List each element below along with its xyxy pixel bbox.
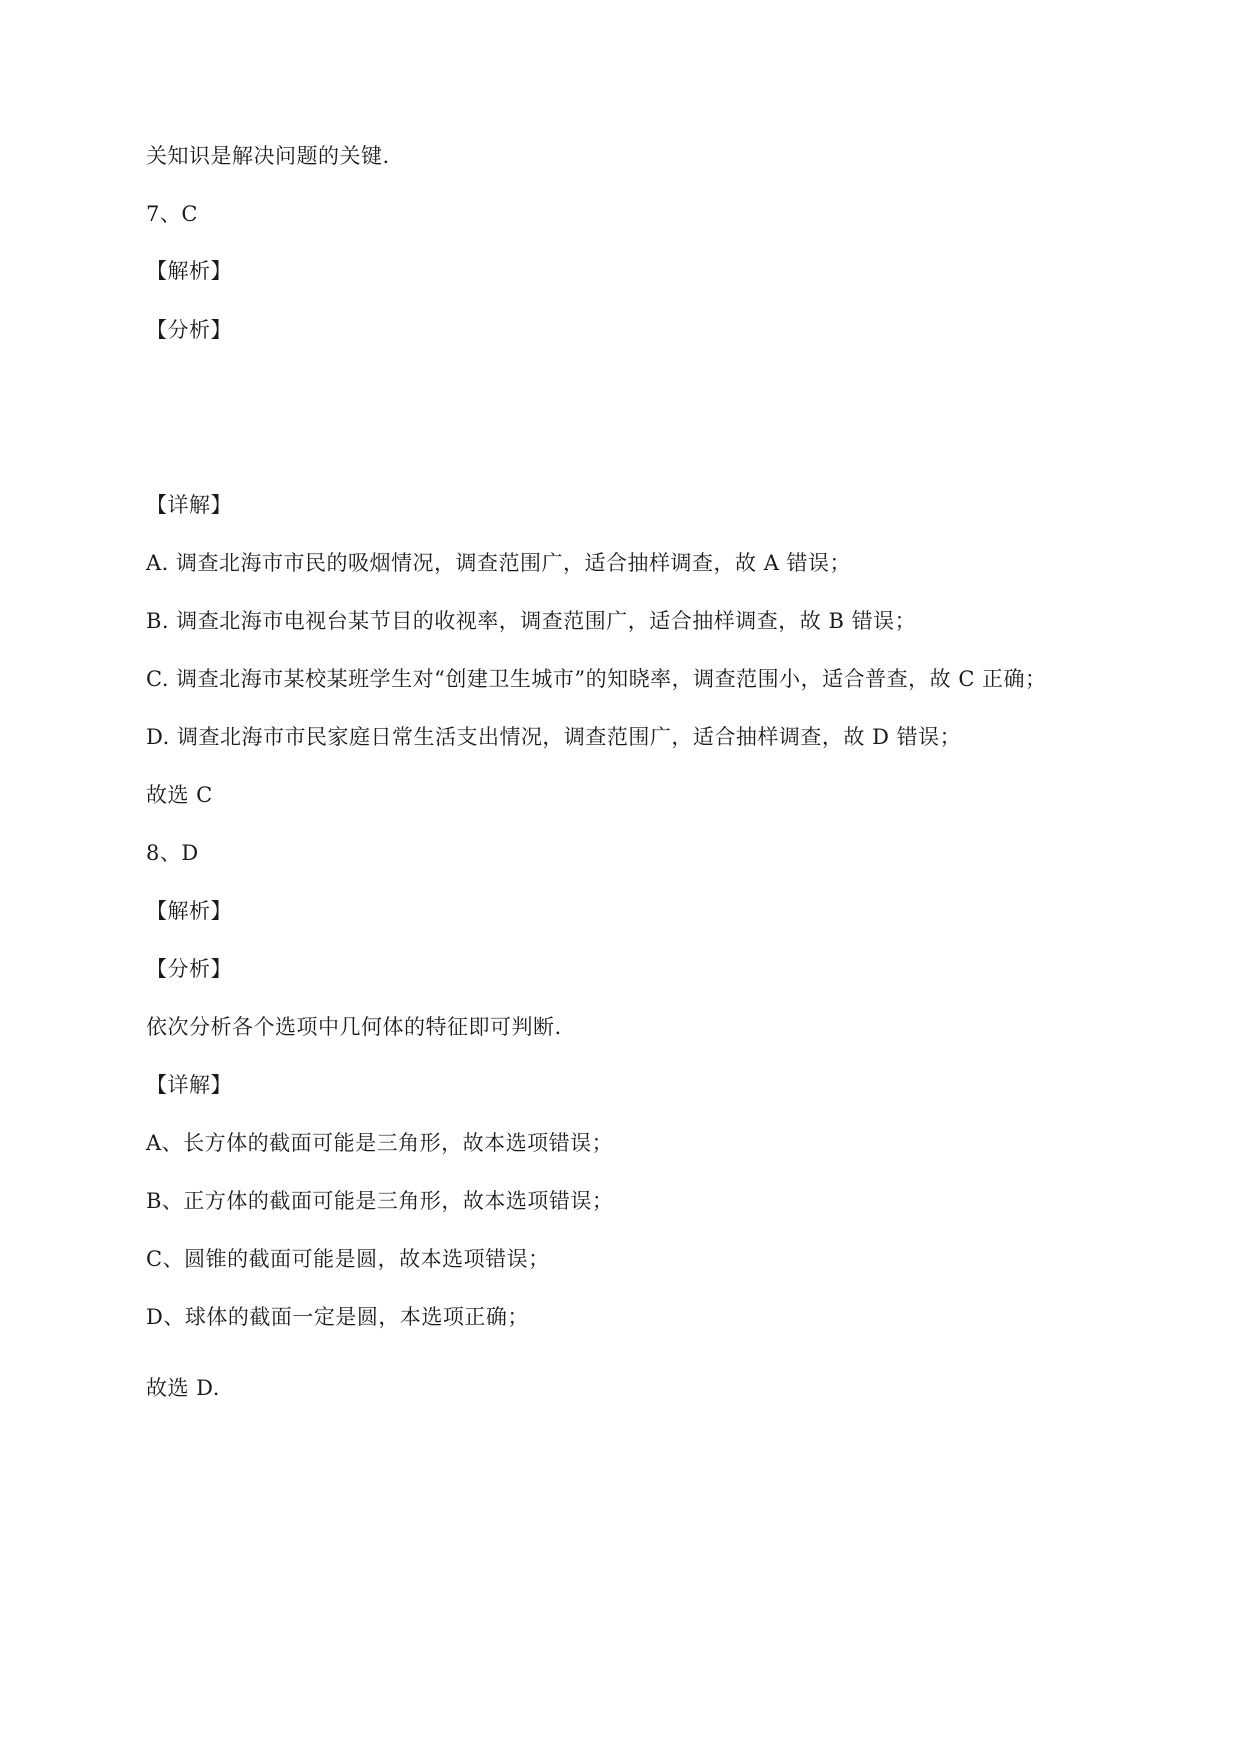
q8-jiexi-heading: 【解析】: [146, 899, 232, 923]
q7-option-c: C. 调查北海市某校某班学生对“创建卫生城市”的知晓率，调查范围小，适合普查，故 C 正确；: [146, 667, 1047, 691]
q8-option-c: C、圆锥的截面可能是圆，故本选项错误；: [146, 1247, 550, 1271]
q8-option-a: A、长方体的截面可能是三角形，故本选项错误；: [146, 1131, 614, 1155]
q8-analysis-text: 依次分析各个选项中几何体的特征即可判断.: [146, 1015, 562, 1039]
q7-jiexi-heading: 【解析】: [146, 259, 232, 283]
q7-conclusion: 故选 C: [146, 783, 213, 807]
q8-answer: 8、D: [146, 841, 199, 865]
q7-option-b: B. 调查北海市电视台某节目的收视率，调查范围广，适合抽样调查，故 B 错误；: [146, 609, 917, 633]
q7-option-a: A. 调查北海市市民的吸烟情况，调查范围广，适合抽样调查，故 A 错误；: [146, 551, 852, 575]
q8-option-b: B、正方体的截面可能是三角形，故本选项错误；: [146, 1189, 614, 1213]
q7-xiangjie-heading: 【详解】: [146, 493, 232, 517]
q7-fenxi-heading: 【分析】: [146, 318, 232, 342]
q6-tail-text: 关知识是解决问题的关键.: [146, 144, 390, 168]
q8-fenxi-heading: 【分析】: [146, 957, 232, 981]
q8-xiangjie-heading: 【详解】: [146, 1073, 232, 1097]
q8-conclusion: 故选 D.: [146, 1376, 220, 1400]
q7-answer: 7、C: [146, 202, 198, 226]
q8-option-d: D、球体的截面一定是圆，本选项正确；: [146, 1305, 529, 1329]
q7-option-d: D. 调查北海市市民家庭日常生活支出情况，调查范围广，适合抽样调查，故 D 错误；: [146, 725, 962, 749]
